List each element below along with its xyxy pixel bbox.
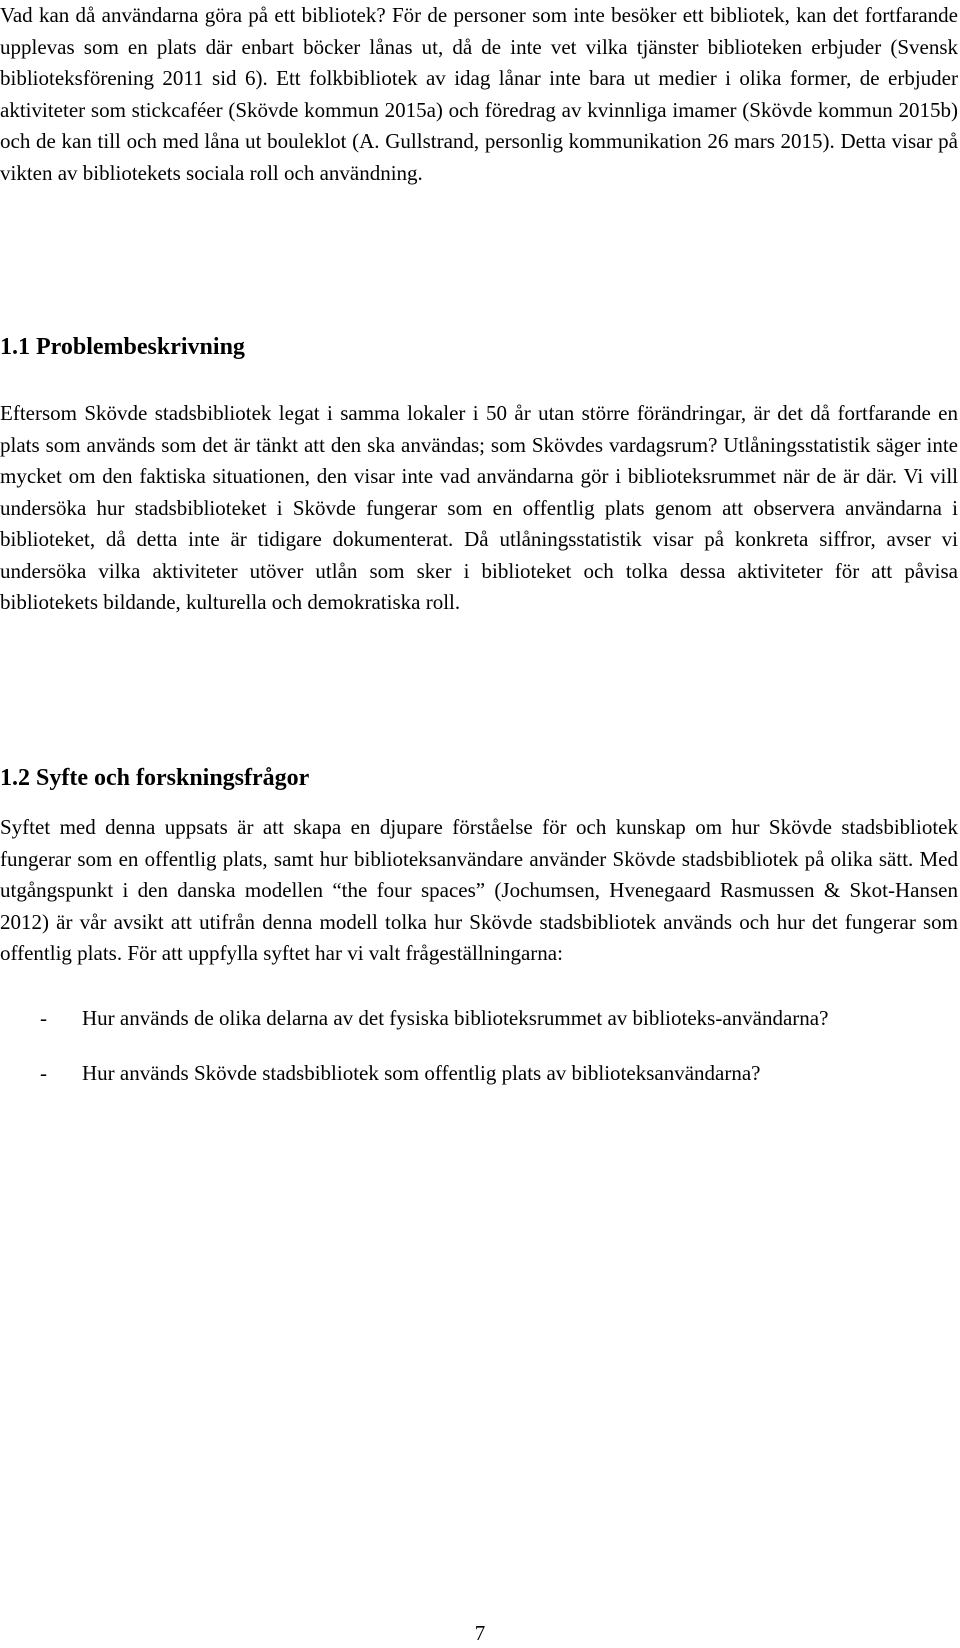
research-question-text: Hur används Skövde stadsbibliotek som offentlig plats av biblioteksanvändarna? (82, 1060, 761, 1085)
page-number: 7 (474, 1621, 486, 1645)
list-bullet: - (40, 1060, 47, 1085)
syfte-paragraph: Syftet med denna uppsats är att skapa en djupare förståelse för och kunskap om hur Skövde stadsbibliotek fungerar som en offentlig plats, samt hur biblioteksanvändare använder Skövde stadsbibliotek på olika sätt. Med utgångspunkt i den danska modellen “the four spaces” (Jochumsen, Hvenegaard Rasmussen & Skot-Hansen 2012) är vår avsikt att utifrån denna modell tolka hur Skövde stadsbibliotek används och hur det fungerar som offentlig plats. För att uppfylla syftet har vi valt frågeställningarna: (0, 815, 958, 965)
research-questions-list (0, 1003, 958, 1112)
list-item (0, 1003, 958, 1035)
research-question-text: Hur används de olika delarna av det fysiska biblioteksrummet av biblioteks-användarna? (82, 1006, 829, 1030)
intro-paragraph: Vad kan då användarna göra på ett bibliotek? För de personer som inte besöker ett bibliotek, kan det fortfarande upplevas som en plats där enbart böcker lånas ut, då de inte vet vilka tjänster biblioteken erbjuder (Svensk biblioteksförening 2011 sid 6). Ett folkbibliotek av idag lånar inte bara ut medier i olika former, de erbjuder aktiviteter som stickcaféer (Skövde kommun 2015a) och föredrag av kvinnliga imamer (Skövde kommun 2015b) och de kan till och med låna ut bouleklot (A. Gullstrand, personlig kommunikation 26 mars 2015). Detta visar på vikten av bibliotekets sociala roll och användning. (0, 3, 958, 185)
section-heading-problembeskrivning: 1.1 Problembeskrivning (0, 334, 245, 360)
list-item (0, 1058, 958, 1090)
section-heading-syfte: 1.2 Syfte och forskningsfrågor (0, 765, 310, 791)
list-bullet: - (40, 1006, 47, 1030)
problem-paragraph: Eftersom Skövde stadsbibliotek legat i samma lokaler i 50 år utan större förändringar, är det då fortfarande en plats som används som det är tänkt att den ska användas; som Skövdes vardagsrum? Utlåningsstatistik säger inte mycket om den faktiska situationen, den visar inte vad användarna gör i biblioteksrummet när de är där. Vi vill undersöka hur stadsbiblioteket i Skövde fungerar som en offentlig plats genom att observera användarna i biblioteket, då detta inte är tidigare dokumenterat. Då utlåningsstatistik visar på konkreta siffror, avser vi undersöka vilka aktiviteter utöver utlån som sker i biblioteket och tolka dessa aktiviteter för att påvisa bibliotekets bildande, kulturella och demokratiska roll. (0, 401, 958, 614)
